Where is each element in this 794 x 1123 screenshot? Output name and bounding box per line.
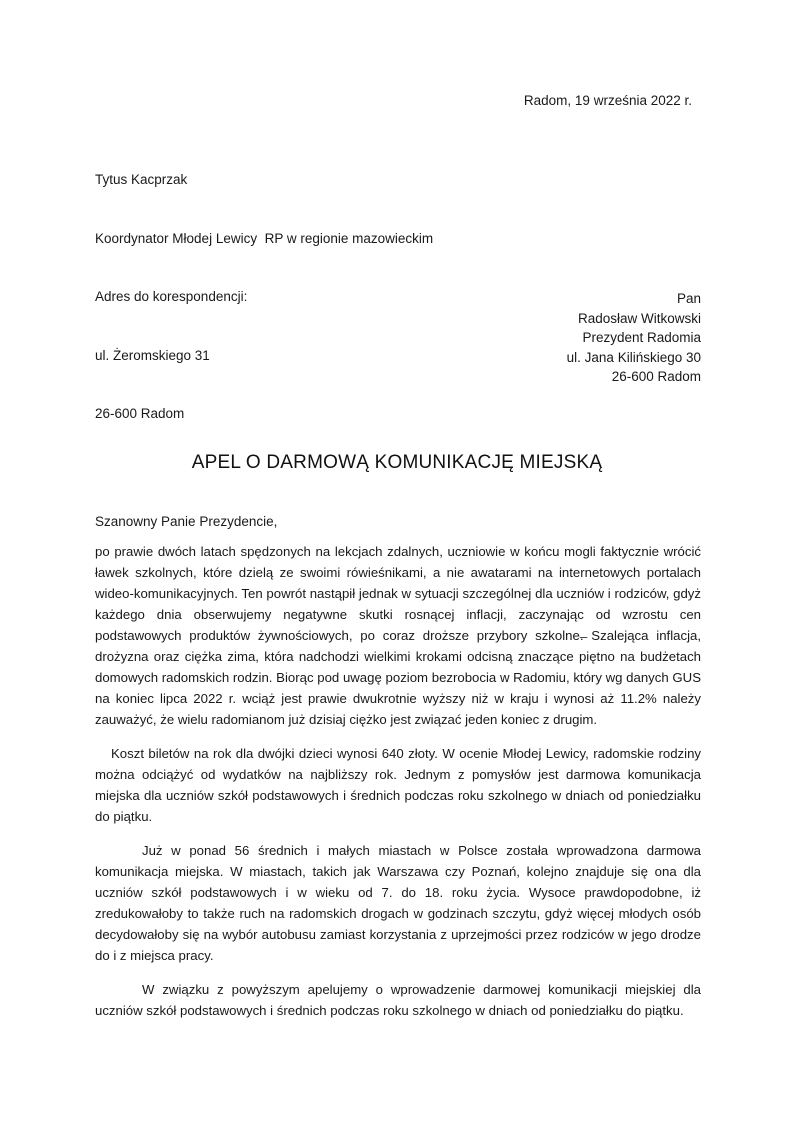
recipient-role: Prezydent Radomia bbox=[582, 330, 701, 345]
date-line: Radom, 19 września 2022 r. bbox=[523, 93, 692, 108]
recipient-block bbox=[95, 289, 701, 387]
salutation: Szanowny Panie Prezydencie, bbox=[95, 514, 278, 529]
sender-name: Tytus Kacprzak bbox=[95, 172, 188, 187]
body-paragraphs bbox=[95, 541, 701, 1034]
sender-address-label: Adres do korespondencji: bbox=[95, 289, 248, 304]
sender-street: ul. Żeromskiego 31 bbox=[95, 347, 210, 363]
recipient-name: Radosław Witkowski bbox=[577, 310, 701, 326]
recipient-city: 26-600 Radom bbox=[611, 369, 701, 384]
paragraph-other-cities: Już w ponad 56 średnich i małych miastach w Polsce została wprowadzona darmowa komunikacja miejska. W miastach, takich jak Warszawa czy Poznań, kolejno znajduje się ona dla uczniów szkół podstawowych i w wieku od 7. do 18. roku życia. Wysoce prawdopodobne, iż zredukowałoby to także ruch na radomskich drogach w godzinach szczytu, gdyż więcej młodych osób decydowałoby się na wybór autobusu zamiast korzystania z uprzejmości przez rodziców w jego drodze do i z miejsca pracy. bbox=[95, 843, 701, 963]
sender-city: 26-600 Radom bbox=[95, 406, 185, 421]
sender-role: Koordynator Młodej Lewicy RP w regionie mazowieckim bbox=[95, 230, 434, 246]
paragraph-appeal: W związku z powyższym apelujemy o wprowadzenie darmowej komunikacji miejskiej dla uczniów szkół podstawowych i średnich podczas roku szkolnego w dniach od poniedziałku do piątku. bbox=[95, 982, 701, 1018]
paragraph-ticket-costs: Koszt biletów na rok dla dwójki dzieci wynosi 640 złoty. W ocenie Młodej Lewicy, radomskie rodziny można odciążyć od wydatków na najbliższy rok. Jednym z pomysłów jest darmowa komunikacja miejska dla uczniów szkół podstawowych i średnich podczas roku szkolnego w dniach od poniedziałku do piątku. bbox=[95, 746, 701, 824]
recipient-street: ul. Jana Kilińskiego 30 bbox=[566, 349, 701, 365]
letter-title: APEL O DARMOWĄ KOMUNIKACJĘ MIEJSKĄ bbox=[191, 452, 603, 473]
recipient-honorific: Pan bbox=[676, 291, 701, 306]
paragraph-intro: po prawie dwóch latach spędzonych na lekcjach zdalnych, uczniowie w końcu mogli faktycznie wrócić ławek szkolnych, które dzielą ze swoimi rówieśnikami, a nie awatarami na internetowych portalach wideo-komunikacyjnych. Ten powrót nastąpił jednak w sytuacji szczególnej dla uczniów i rodziców, gdyż każdego dnia obserwujemy negatywne skutki rosnącej inflacji, zaczynając od wzrostu cen podstawowych produktów żywnościowych, po coraz droższe przybory szkolne.̶ Szalejąca inflacja, drożyzna oraz ciężka zima, która nadchodzi wielkimi krokami odcisną znaczące piętno na budżetach domowych radomskich rodzin. Biorąc pod uwagę poziom bezrobocia w Radomiu, który wg danych GUS na koniec lipca 2022 r. wciąż jest prawie dwukrotnie wyższy niż w kraju i wynosi aż 11.2% należy zauważyć, że wielu radomianom już dzisiaj ciężko jest związać jeden koniec z drugim. bbox=[95, 544, 701, 727]
